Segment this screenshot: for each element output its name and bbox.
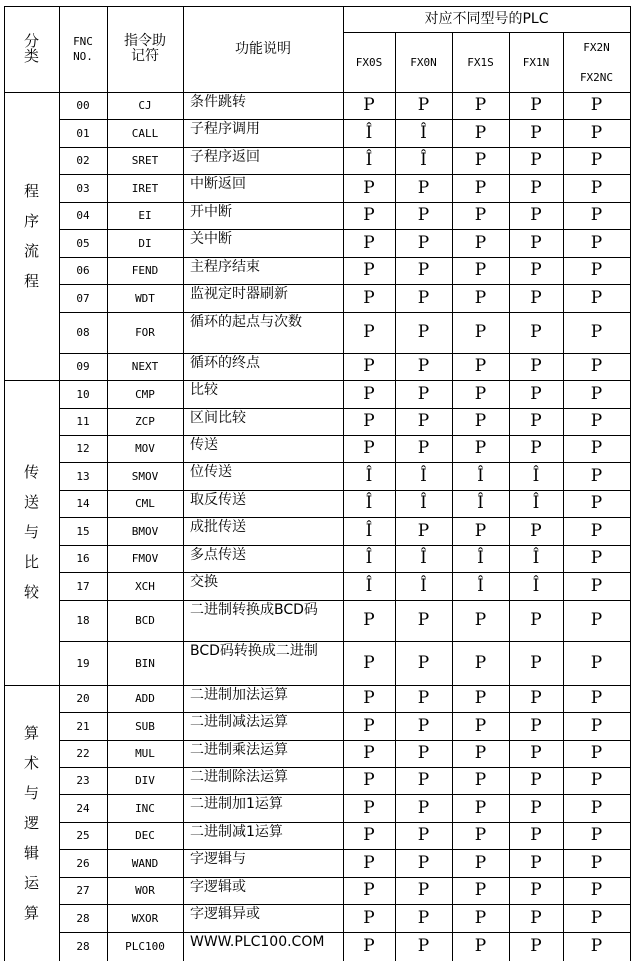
support-mark: P	[363, 95, 375, 115]
support-mark: P	[363, 287, 375, 308]
mnemonic: SUB	[135, 719, 155, 733]
support-mark: P	[590, 610, 603, 630]
description: 循环的终点	[190, 355, 260, 371]
mnemonic: CML	[135, 497, 155, 510]
support-mark: P	[417, 438, 430, 458]
support-mark: Î	[420, 493, 427, 513]
support-mark: P	[590, 177, 603, 198]
support-mark: P	[417, 936, 430, 956]
support-mark: P	[417, 715, 430, 736]
support-mark: Î	[532, 548, 540, 568]
description: 区间比较	[190, 410, 246, 426]
row-rule	[59, 312, 631, 313]
fnc-number: 13	[76, 469, 90, 483]
description: BCD码转换成二进制	[190, 643, 318, 659]
row-rule	[59, 119, 631, 120]
fnc-number: 23	[76, 774, 90, 787]
mnemonic: SMOV	[131, 469, 159, 483]
description: 条件跳转	[190, 94, 246, 110]
support-mark: P	[417, 907, 430, 928]
col-rule	[59, 6, 60, 961]
description: 传送	[190, 437, 218, 453]
mnemonic: BMOV	[131, 524, 159, 538]
support-mark: P	[590, 493, 603, 513]
header-category: 分 类	[23, 32, 39, 65]
row-rule	[59, 353, 631, 354]
support-mark: P	[363, 797, 375, 818]
row-rule	[59, 904, 631, 905]
support-mark: P	[474, 260, 487, 280]
support-mark: P	[530, 880, 542, 900]
support-mark: P	[417, 610, 430, 630]
row-rule	[59, 822, 631, 823]
support-mark: P	[474, 520, 487, 541]
mnemonic: WXOR	[131, 911, 159, 925]
support-mark: P	[363, 743, 375, 763]
support-mark: P	[530, 122, 542, 143]
support-mark: P	[590, 825, 603, 845]
support-mark: P	[417, 652, 430, 673]
header-fnc-no: FNC NO.	[73, 35, 93, 63]
support-mark: P	[530, 150, 542, 170]
description: 监视定时器刷新	[190, 286, 288, 302]
support-mark: P	[590, 95, 603, 115]
description: 成批传送	[190, 519, 246, 535]
fnc-number: 22	[76, 747, 90, 760]
support-mark: P	[417, 852, 430, 873]
support-mark: P	[590, 232, 603, 253]
row-rule	[59, 600, 631, 601]
fnc-number: 02	[76, 154, 90, 167]
mnemonic: BCD	[135, 614, 155, 627]
support-mark: P	[474, 232, 487, 253]
mnemonic: BIN	[135, 656, 155, 670]
support-mark: P	[530, 652, 542, 673]
support-mark: P	[417, 770, 430, 790]
support-mark: P	[530, 936, 542, 956]
row-rule	[59, 229, 631, 230]
description: 二进制减法运算	[190, 714, 288, 730]
support-mark: P	[363, 205, 375, 225]
description: 开中断	[190, 204, 232, 220]
mnemonic: DI	[138, 236, 152, 250]
support-mark: P	[530, 383, 542, 404]
support-mark: P	[590, 150, 603, 170]
support-mark: P	[417, 95, 430, 115]
mnemonic: FEND	[131, 264, 159, 277]
mnemonic: CJ	[138, 99, 152, 112]
support-mark: Î	[365, 493, 373, 513]
row-rule	[59, 545, 631, 546]
support-mark: P	[363, 383, 375, 404]
description: 字逻辑与	[190, 851, 246, 867]
row-rule	[59, 849, 631, 850]
support-mark: P	[363, 438, 375, 458]
support-mark: P	[530, 743, 542, 763]
support-mark: P	[363, 232, 375, 253]
fnc-number: 11	[76, 415, 90, 428]
support-mark: P	[530, 852, 542, 873]
support-mark: P	[530, 907, 542, 928]
support-mark: P	[474, 797, 487, 818]
description: 二进制加法运算	[190, 687, 288, 703]
support-mark: P	[474, 652, 487, 673]
col-rule	[452, 32, 453, 961]
support-mark: P	[363, 715, 375, 736]
fnc-number: 00	[76, 99, 90, 112]
description: 字逻辑异或	[190, 906, 260, 922]
mnemonic: FMOV	[131, 552, 159, 565]
fnc-number: 27	[76, 884, 90, 897]
support-mark: P	[363, 770, 375, 790]
support-mark: P	[530, 287, 542, 308]
support-mark: P	[417, 411, 430, 431]
support-mark: Î	[365, 465, 373, 486]
header-bottom-rule	[4, 92, 631, 93]
support-mark: P	[590, 122, 603, 143]
row-rule	[4, 380, 631, 381]
support-mark: P	[363, 907, 375, 928]
fnc-number: 14	[76, 497, 90, 510]
support-mark: P	[363, 825, 375, 845]
mnemonic: MUL	[135, 747, 155, 760]
support-mark: P	[417, 322, 430, 342]
row-rule	[59, 435, 631, 436]
mnemonic: FOR	[135, 326, 155, 339]
row-rule	[59, 257, 631, 258]
support-mark: P	[474, 411, 487, 431]
mnemonic: DEC	[135, 829, 155, 842]
support-mark: P	[417, 880, 430, 900]
mnemonic: WDT	[135, 291, 155, 305]
fnc-number: 18	[76, 614, 90, 627]
support-mark: P	[530, 688, 542, 708]
support-mark: P	[590, 287, 603, 308]
support-mark: P	[417, 260, 430, 280]
support-mark: P	[474, 383, 487, 404]
mnemonic: WOR	[135, 884, 155, 897]
support-mark: P	[590, 880, 603, 900]
support-mark: Î	[477, 548, 484, 568]
support-mark: P	[590, 356, 603, 376]
support-mark: P	[590, 465, 603, 486]
support-mark: P	[474, 95, 487, 115]
support-mark: P	[417, 797, 430, 818]
row-rule	[59, 462, 631, 463]
support-mark: P	[590, 907, 603, 928]
support-mark: P	[590, 205, 603, 225]
support-mark: P	[417, 356, 430, 376]
support-mark: P	[474, 936, 487, 956]
col-rule	[343, 6, 344, 961]
fnc-number: 16	[76, 552, 90, 565]
support-mark: P	[417, 287, 430, 308]
support-mark: P	[474, 122, 487, 143]
support-mark: P	[590, 575, 603, 596]
mnemonic: INC	[135, 801, 155, 815]
row-rule	[59, 767, 631, 768]
mnemonic: SRET	[131, 154, 159, 167]
group-label: 算 术 与 逻 辑 运 算	[23, 723, 39, 922]
support-mark: P	[590, 652, 603, 673]
col-rule	[395, 32, 396, 961]
mnemonic: DIV	[135, 774, 155, 787]
description: 二进制乘法运算	[190, 742, 288, 758]
support-mark: Î	[365, 520, 373, 541]
row-rule	[59, 932, 631, 933]
fnc-number: 25	[76, 829, 90, 842]
support-mark: Î	[365, 548, 373, 568]
mnemonic: CMP	[135, 387, 155, 401]
fnc-number: 10	[76, 387, 90, 401]
fnc-number: 17	[76, 579, 90, 593]
support-mark: P	[474, 177, 487, 198]
header-model-2: FX1S	[467, 55, 494, 69]
description: 取反传送	[190, 492, 246, 508]
support-mark: P	[530, 438, 542, 458]
mnemonic: WAND	[131, 856, 159, 870]
header-model-1: FX0N	[410, 55, 437, 69]
row-rule	[4, 685, 631, 686]
support-mark: P	[363, 688, 375, 708]
support-mark: P	[474, 743, 487, 763]
support-mark: Î	[420, 465, 427, 486]
support-mark: P	[590, 438, 603, 458]
description: 二进制转换成BCD码	[190, 602, 318, 618]
row-rule	[59, 572, 631, 573]
description: 子程序返回	[190, 149, 260, 165]
support-mark: P	[417, 177, 430, 198]
support-mark: P	[530, 177, 542, 198]
col-rule	[509, 32, 510, 961]
col-rule	[107, 6, 108, 961]
support-mark: P	[417, 688, 430, 708]
support-mark: Î	[420, 575, 427, 596]
support-mark: P	[530, 825, 542, 845]
support-mark: P	[417, 825, 430, 845]
row-rule	[59, 877, 631, 878]
fnc-number: 08	[76, 326, 90, 339]
support-mark: P	[530, 260, 542, 280]
description: 字逻辑或	[190, 879, 246, 895]
mnemonic: PLC100	[125, 940, 165, 953]
table-right-rule	[630, 6, 631, 961]
support-mark: P	[590, 936, 603, 956]
support-mark: P	[590, 383, 603, 404]
header-description: 功能说明	[235, 40, 291, 57]
support-mark: P	[363, 356, 375, 376]
support-mark: P	[590, 520, 603, 541]
support-mark: P	[363, 610, 375, 630]
row-rule	[59, 490, 631, 491]
support-mark: P	[530, 411, 542, 431]
support-mark: P	[363, 322, 375, 342]
support-mark: P	[417, 520, 430, 541]
header-model-0: FX0S	[355, 55, 383, 69]
fnc-number: 19	[76, 656, 90, 670]
support-mark: P	[530, 797, 542, 818]
mnemonic: MOV	[135, 442, 155, 455]
fnc-number: 12	[76, 442, 90, 455]
description: 主程序结束	[190, 259, 260, 275]
support-mark: Î	[477, 575, 484, 596]
header-sub-rule	[343, 32, 630, 33]
row-rule	[59, 408, 631, 409]
support-mark: Î	[532, 465, 540, 486]
mnemonic: CALL	[131, 126, 159, 140]
support-mark: P	[590, 322, 603, 342]
header-mnemonic: 指令助 记符	[124, 33, 166, 64]
support-mark: P	[530, 770, 542, 790]
support-mark: P	[474, 438, 487, 458]
row-rule	[59, 147, 631, 148]
support-mark: P	[530, 715, 542, 736]
fnc-number: 05	[76, 236, 90, 250]
description: 关中断	[190, 231, 232, 247]
support-mark: P	[590, 260, 603, 280]
col-rule	[563, 32, 564, 961]
description: 交换	[190, 574, 218, 590]
fnc-number: 21	[76, 719, 90, 733]
support-mark: P	[590, 852, 603, 873]
support-mark: Î	[532, 575, 540, 596]
support-mark: P	[474, 688, 487, 708]
fnc-number: 06	[76, 264, 90, 277]
support-mark: P	[590, 770, 603, 790]
support-mark: P	[530, 232, 542, 253]
description: 比较	[190, 382, 218, 398]
row-rule	[59, 794, 631, 795]
support-mark: P	[474, 880, 487, 900]
description: 多点传送	[190, 547, 246, 563]
row-rule	[59, 174, 631, 175]
support-mark: P	[590, 715, 603, 736]
support-mark: Î	[420, 548, 427, 568]
mnemonic: NEXT	[131, 360, 159, 373]
support-mark: P	[417, 232, 430, 253]
fnc-number: 28	[76, 911, 90, 925]
fnc-number: 24	[76, 801, 90, 815]
support-mark: P	[590, 411, 603, 431]
row-rule	[59, 517, 631, 518]
fnc-number: 09	[76, 360, 90, 373]
fnc-number: 15	[76, 524, 90, 538]
support-mark: P	[474, 205, 487, 225]
support-mark: Î	[532, 493, 540, 513]
support-mark: Î	[420, 122, 427, 143]
row-rule	[59, 641, 631, 642]
header-model-3: FX1N	[522, 55, 550, 69]
header-model-4: FX2N FX2NC	[579, 40, 614, 84]
support-mark: P	[474, 610, 487, 630]
support-mark: P	[363, 936, 375, 956]
support-mark: Î	[365, 150, 373, 170]
support-mark: P	[474, 322, 487, 342]
group-label: 程 序 流 程	[23, 181, 39, 290]
description: 二进制加1运算	[190, 796, 283, 812]
support-mark: P	[363, 260, 375, 280]
fnc-number: 20	[76, 692, 90, 705]
support-mark: P	[417, 743, 430, 763]
fnc-number: 07	[76, 291, 90, 305]
support-mark: P	[474, 715, 487, 736]
support-mark: Î	[477, 465, 484, 486]
support-mark: P	[590, 688, 603, 708]
description: 位传送	[190, 464, 232, 480]
support-mark: P	[363, 880, 375, 900]
support-mark: P	[530, 95, 542, 115]
fnc-number: 04	[76, 209, 90, 222]
fnc-number: 01	[76, 126, 90, 140]
support-mark: P	[363, 177, 375, 198]
mnemonic: EI	[138, 209, 152, 222]
row-rule	[59, 740, 631, 741]
support-mark: P	[363, 852, 375, 873]
support-mark: P	[474, 825, 487, 845]
support-mark: P	[474, 150, 487, 170]
support-mark: P	[363, 411, 375, 431]
support-mark: P	[474, 287, 487, 308]
support-mark: P	[474, 852, 487, 873]
mnemonic: XCH	[135, 579, 155, 593]
fnc-number: 03	[76, 181, 90, 195]
description: 二进制减1运算	[190, 824, 283, 840]
mnemonic: ADD	[135, 692, 155, 705]
support-mark: Î	[365, 575, 373, 596]
support-mark: P	[530, 356, 542, 376]
fnc-number: 28	[76, 940, 90, 953]
group-label: 传 送 与 比 较	[23, 463, 39, 601]
row-rule	[59, 202, 631, 203]
support-mark: P	[363, 652, 375, 673]
table-top-rule	[4, 6, 631, 7]
description: 循环的起点与次数	[190, 314, 302, 330]
description: 中断返回	[190, 176, 246, 192]
support-mark: Î	[365, 122, 373, 143]
description: 子程序调用	[190, 121, 260, 137]
support-mark: P	[530, 610, 542, 630]
support-mark: P	[530, 520, 542, 541]
row-rule	[59, 712, 631, 713]
col-rule	[183, 6, 184, 961]
description: WWW.PLC100.COM	[190, 934, 325, 950]
row-rule	[59, 284, 631, 285]
support-mark: P	[417, 205, 430, 225]
support-mark: P	[474, 907, 487, 928]
table-left-rule	[4, 6, 5, 961]
fnc-number: 26	[76, 856, 90, 870]
mnemonic: ZCP	[135, 415, 155, 428]
support-mark: P	[590, 797, 603, 818]
support-mark: P	[417, 383, 430, 404]
support-mark: P	[590, 548, 603, 568]
header-plc-group: 对应不同型号的PLC	[424, 10, 549, 27]
support-mark: P	[530, 205, 542, 225]
support-mark: P	[530, 322, 542, 342]
description: 二进制除法运算	[190, 769, 288, 785]
support-mark: Î	[420, 150, 427, 170]
mnemonic: IRET	[131, 181, 159, 195]
support-mark: Î	[477, 493, 484, 513]
support-mark: P	[474, 356, 487, 376]
support-mark: P	[474, 770, 487, 790]
support-mark: P	[590, 743, 603, 763]
